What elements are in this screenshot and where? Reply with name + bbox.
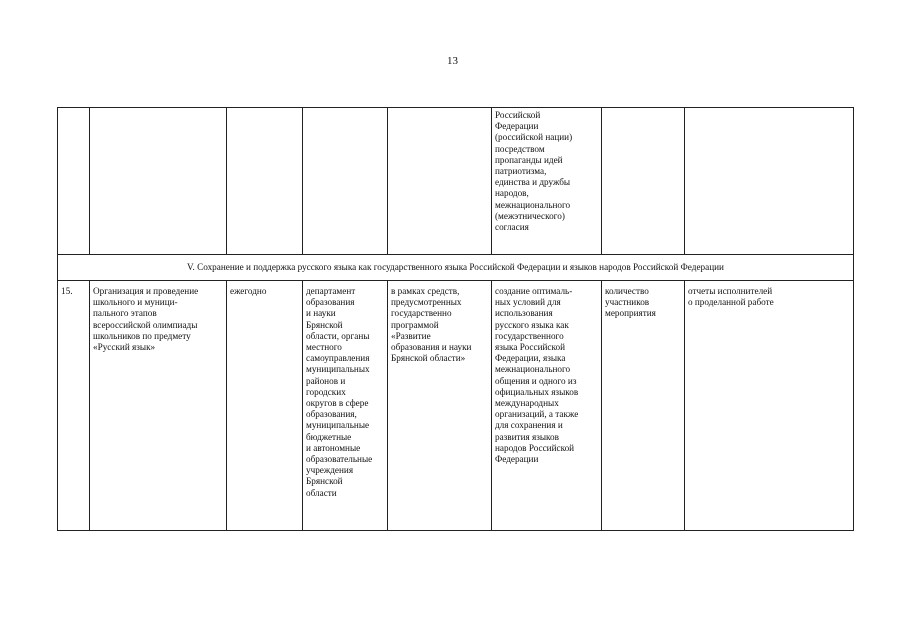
cell-reporting: отчеты исполнителей о проделанной работе xyxy=(685,281,854,531)
page-number: 13 xyxy=(447,55,458,67)
table-row xyxy=(58,281,854,531)
cell-indicator xyxy=(602,108,685,255)
section-header-row xyxy=(58,255,854,281)
cell-funding: в рамках средств, предусмотренных государственно программой «Развитие образования и науки Брянской области» xyxy=(388,281,492,531)
cell-funding xyxy=(388,108,492,255)
cell-goal: Российской Федерации (российской нации) посредством пропаганды идей патриотизма, единства и дружбы народов, межнационального (межэтнического) согласия xyxy=(492,108,602,255)
cell-indicator: количество участников мероприятия xyxy=(602,281,685,531)
plan-table xyxy=(57,107,854,531)
cell-period xyxy=(227,108,303,255)
cell-executors: департамент образования и науки Брянской области, органы местного самоуправления муниципальных районов и городских округов в сфере образования, муниципальные бюджетные и автономные образовательные учреждения Брянской области xyxy=(303,281,388,531)
cell-number: 15. xyxy=(58,281,90,531)
cell-executors xyxy=(303,108,388,255)
cell-goal: создание оптималь- ных условий для использования русского языка как государственного языка Российской Федерации, языка межнационального общения и одного из официальных языков международных организаций, а также для сохранения и развития языков народов Российской Федерации xyxy=(492,281,602,531)
cell-number xyxy=(58,108,90,255)
cell-reporting xyxy=(685,108,854,255)
section-title: V. Сохранение и поддержка русского языка как государственного языка Российской Федерации и языков народов Российской Федерации xyxy=(58,255,854,281)
cell-activity: Организация и проведение школьного и муници- пального этапов всероссийской олимпиады школьников по предмету «Русский язык» xyxy=(90,281,227,531)
table-row-continued xyxy=(58,108,854,255)
cell-period: ежегодно xyxy=(227,281,303,531)
cell-activity xyxy=(90,108,227,255)
